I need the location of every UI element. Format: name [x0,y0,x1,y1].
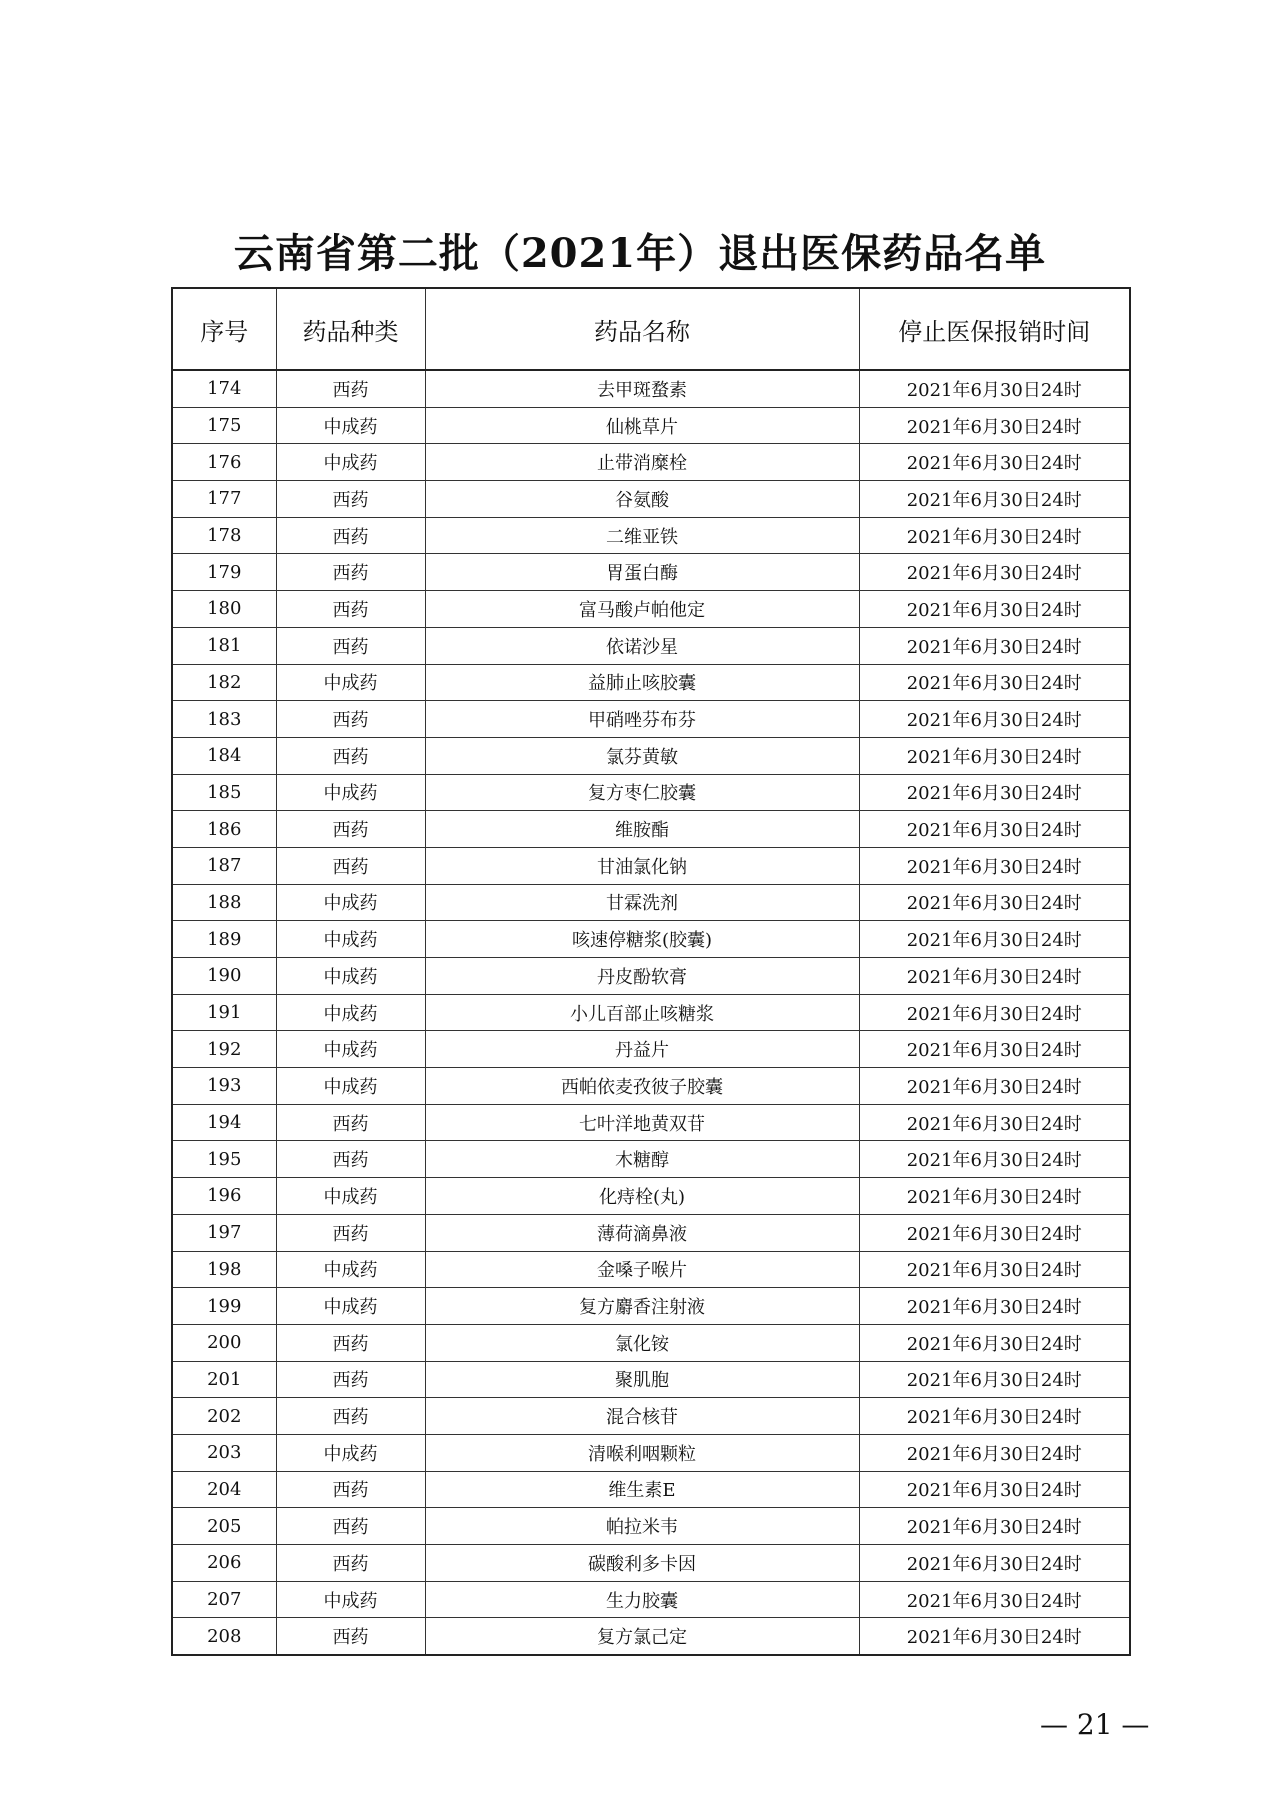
cell-serial-number: 177 [172,481,276,518]
table-row [172,1545,1130,1582]
cell-stop-date: 2021年6月30日24时 [859,1251,1130,1288]
table-row [172,1618,1130,1655]
cell-drug-category: 西药 [276,1618,425,1655]
cell-serial-number: 197 [172,1214,276,1251]
cell-drug-category: 中成药 [276,1068,425,1105]
cell-drug-category: 西药 [276,554,425,591]
cell-serial-number: 199 [172,1288,276,1325]
table-row [172,884,1130,921]
cell-drug-name: 甘油氯化钠 [425,847,859,884]
cell-stop-date: 2021年6月30日24时 [859,1508,1130,1545]
table-row [172,1471,1130,1508]
table-row [172,517,1130,554]
cell-stop-date: 2021年6月30日24时 [859,884,1130,921]
cell-drug-category: 西药 [276,1471,425,1508]
cell-serial-number: 202 [172,1398,276,1435]
cell-serial-number: 176 [172,444,276,481]
cell-stop-date: 2021年6月30日24时 [859,481,1130,518]
header-drug-category: 药品种类 [276,288,425,370]
cell-drug-name: 胃蛋白酶 [425,554,859,591]
cell-stop-date: 2021年6月30日24时 [859,1434,1130,1471]
cell-stop-date: 2021年6月30日24时 [859,737,1130,774]
cell-drug-name: 金嗓子喉片 [425,1251,859,1288]
cell-serial-number: 182 [172,664,276,701]
table-row [172,737,1130,774]
cell-serial-number: 175 [172,407,276,444]
table-row [172,701,1130,738]
cell-stop-date: 2021年6月30日24时 [859,517,1130,554]
cell-drug-name: 去甲斑蝥素 [425,370,859,407]
table-row [172,958,1130,995]
table-row [172,1214,1130,1251]
table-row [172,1104,1130,1141]
cell-serial-number: 201 [172,1361,276,1398]
cell-stop-date: 2021年6月30日24时 [859,1068,1130,1105]
cell-drug-name: 复方氯己定 [425,1618,859,1655]
header-drug-name: 药品名称 [425,288,859,370]
cell-serial-number: 206 [172,1545,276,1582]
table-row [172,1141,1130,1178]
cell-serial-number: 203 [172,1434,276,1471]
cell-drug-name: 薄荷滴鼻液 [425,1214,859,1251]
table-header-row [172,288,1130,370]
table-row [172,921,1130,958]
cell-drug-category: 中成药 [276,884,425,921]
cell-drug-category: 西药 [276,370,425,407]
table-row [172,444,1130,481]
cell-drug-category: 西药 [276,1545,425,1582]
cell-serial-number: 190 [172,958,276,995]
cell-drug-category: 中成药 [276,958,425,995]
cell-serial-number: 196 [172,1178,276,1215]
cell-stop-date: 2021年6月30日24时 [859,1398,1130,1435]
cell-stop-date: 2021年6月30日24时 [859,994,1130,1031]
cell-serial-number: 208 [172,1618,276,1655]
cell-drug-category: 中成药 [276,994,425,1031]
cell-serial-number: 187 [172,847,276,884]
table-row [172,1178,1130,1215]
cell-serial-number: 185 [172,774,276,811]
table-row [172,811,1130,848]
cell-drug-name: 甲硝唑芬布芬 [425,701,859,738]
cell-serial-number: 174 [172,370,276,407]
cell-serial-number: 183 [172,701,276,738]
cell-stop-date: 2021年6月30日24时 [859,1288,1130,1325]
table-row [172,1031,1130,1068]
cell-serial-number: 184 [172,737,276,774]
cell-serial-number: 194 [172,1104,276,1141]
cell-drug-category: 中成药 [276,407,425,444]
cell-drug-name: 聚肌胞 [425,1361,859,1398]
table-row [172,1288,1130,1325]
cell-drug-category: 中成药 [276,1031,425,1068]
cell-stop-date: 2021年6月30日24时 [859,1618,1130,1655]
cell-drug-category: 西药 [276,627,425,664]
drug-list-table [171,287,1131,1656]
cell-stop-date: 2021年6月30日24时 [859,1581,1130,1618]
table-row [172,774,1130,811]
cell-stop-date: 2021年6月30日24时 [859,1545,1130,1582]
cell-drug-category: 中成药 [276,444,425,481]
cell-drug-category: 西药 [276,517,425,554]
cell-drug-category: 中成药 [276,921,425,958]
cell-drug-name: 丹皮酚软膏 [425,958,859,995]
cell-stop-date: 2021年6月30日24时 [859,1361,1130,1398]
cell-drug-category: 西药 [276,847,425,884]
cell-drug-category: 西药 [276,1398,425,1435]
cell-serial-number: 180 [172,591,276,628]
cell-drug-category: 西药 [276,701,425,738]
cell-drug-category: 西药 [276,1214,425,1251]
cell-stop-date: 2021年6月30日24时 [859,554,1130,591]
cell-drug-name: 混合核苷 [425,1398,859,1435]
cell-stop-date: 2021年6月30日24时 [859,1104,1130,1141]
cell-serial-number: 188 [172,884,276,921]
table-row [172,1508,1130,1545]
cell-drug-name: 二维亚铁 [425,517,859,554]
cell-drug-category: 西药 [276,481,425,518]
table-row [172,1581,1130,1618]
table-row [172,591,1130,628]
cell-drug-category: 西药 [276,591,425,628]
cell-drug-category: 中成药 [276,1178,425,1215]
cell-drug-name: 依诺沙星 [425,627,859,664]
table-row [172,407,1130,444]
cell-drug-category: 西药 [276,1508,425,1545]
cell-drug-category: 西药 [276,1104,425,1141]
cell-drug-category: 西药 [276,1324,425,1361]
cell-stop-date: 2021年6月30日24时 [859,847,1130,884]
cell-drug-name: 谷氨酸 [425,481,859,518]
table-row [172,664,1130,701]
cell-drug-category: 中成药 [276,1251,425,1288]
cell-drug-name: 维生素E [425,1471,859,1508]
cell-drug-name: 七叶洋地黄双苷 [425,1104,859,1141]
cell-stop-date: 2021年6月30日24时 [859,1141,1130,1178]
cell-serial-number: 189 [172,921,276,958]
cell-drug-name: 丹益片 [425,1031,859,1068]
cell-drug-category: 中成药 [276,1581,425,1618]
cell-drug-name: 仙桃草片 [425,407,859,444]
table-row [172,370,1130,407]
page-number: — 21 — [1040,1708,1150,1741]
cell-drug-name: 小儿百部止咳糖浆 [425,994,859,1031]
cell-drug-category: 西药 [276,1361,425,1398]
cell-drug-category: 中成药 [276,774,425,811]
cell-serial-number: 195 [172,1141,276,1178]
cell-stop-date: 2021年6月30日24时 [859,774,1130,811]
cell-stop-date: 2021年6月30日24时 [859,444,1130,481]
cell-serial-number: 181 [172,627,276,664]
cell-serial-number: 205 [172,1508,276,1545]
cell-drug-name: 益肺止咳胶囊 [425,664,859,701]
cell-drug-name: 咳速停糖浆(胶囊) [425,921,859,958]
cell-stop-date: 2021年6月30日24时 [859,627,1130,664]
cell-drug-name: 清喉利咽颗粒 [425,1434,859,1471]
cell-stop-date: 2021年6月30日24时 [859,921,1130,958]
cell-stop-date: 2021年6月30日24时 [859,811,1130,848]
cell-drug-name: 富马酸卢帕他定 [425,591,859,628]
cell-drug-name: 西帕依麦孜彼子胶囊 [425,1068,859,1105]
cell-serial-number: 191 [172,994,276,1031]
cell-stop-date: 2021年6月30日24时 [859,1031,1130,1068]
cell-drug-name: 甘霖洗剂 [425,884,859,921]
cell-stop-date: 2021年6月30日24时 [859,1471,1130,1508]
cell-serial-number: 179 [172,554,276,591]
cell-stop-date: 2021年6月30日24时 [859,958,1130,995]
cell-drug-category: 西药 [276,1141,425,1178]
table-row [172,1324,1130,1361]
cell-drug-name: 生力胶囊 [425,1581,859,1618]
cell-drug-name: 碳酸利多卡因 [425,1545,859,1582]
cell-serial-number: 193 [172,1068,276,1105]
header-serial-number: 序号 [172,288,276,370]
table-row [172,554,1130,591]
table-body [172,370,1130,1655]
cell-stop-date: 2021年6月30日24时 [859,664,1130,701]
cell-stop-date: 2021年6月30日24时 [859,407,1130,444]
table-row [172,1251,1130,1288]
cell-stop-date: 2021年6月30日24时 [859,701,1130,738]
page-title: 云南省第二批（2021年）退出医保药品名单 [233,230,1047,277]
cell-drug-name: 止带消糜栓 [425,444,859,481]
cell-serial-number: 207 [172,1581,276,1618]
cell-serial-number: 198 [172,1251,276,1288]
cell-drug-name: 氯化铵 [425,1324,859,1361]
cell-drug-category: 中成药 [276,1434,425,1471]
cell-serial-number: 186 [172,811,276,848]
table-row [172,1398,1130,1435]
cell-drug-name: 复方麝香注射液 [425,1288,859,1325]
cell-serial-number: 204 [172,1471,276,1508]
cell-drug-category: 西药 [276,811,425,848]
table-row [172,627,1130,664]
cell-drug-category: 中成药 [276,664,425,701]
cell-serial-number: 192 [172,1031,276,1068]
cell-stop-date: 2021年6月30日24时 [859,591,1130,628]
cell-drug-name: 帕拉米韦 [425,1508,859,1545]
cell-stop-date: 2021年6月30日24时 [859,370,1130,407]
table-row [172,847,1130,884]
cell-serial-number: 178 [172,517,276,554]
cell-drug-category: 西药 [276,737,425,774]
table-row [172,1434,1130,1471]
cell-serial-number: 200 [172,1324,276,1361]
cell-drug-name: 维胺酯 [425,811,859,848]
header-stop-date: 停止医保报销时间 [859,288,1130,370]
cell-drug-name: 氯芬黄敏 [425,737,859,774]
cell-drug-name: 化痔栓(丸) [425,1178,859,1215]
cell-stop-date: 2021年6月30日24时 [859,1324,1130,1361]
table-row [172,481,1130,518]
drug-list-table-container [171,287,1129,1656]
table-row [172,1361,1130,1398]
cell-stop-date: 2021年6月30日24时 [859,1178,1130,1215]
table-row [172,994,1130,1031]
cell-drug-name: 复方枣仁胶囊 [425,774,859,811]
cell-drug-category: 中成药 [276,1288,425,1325]
table-row [172,1068,1130,1105]
cell-stop-date: 2021年6月30日24时 [859,1214,1130,1251]
cell-drug-name: 木糖醇 [425,1141,859,1178]
